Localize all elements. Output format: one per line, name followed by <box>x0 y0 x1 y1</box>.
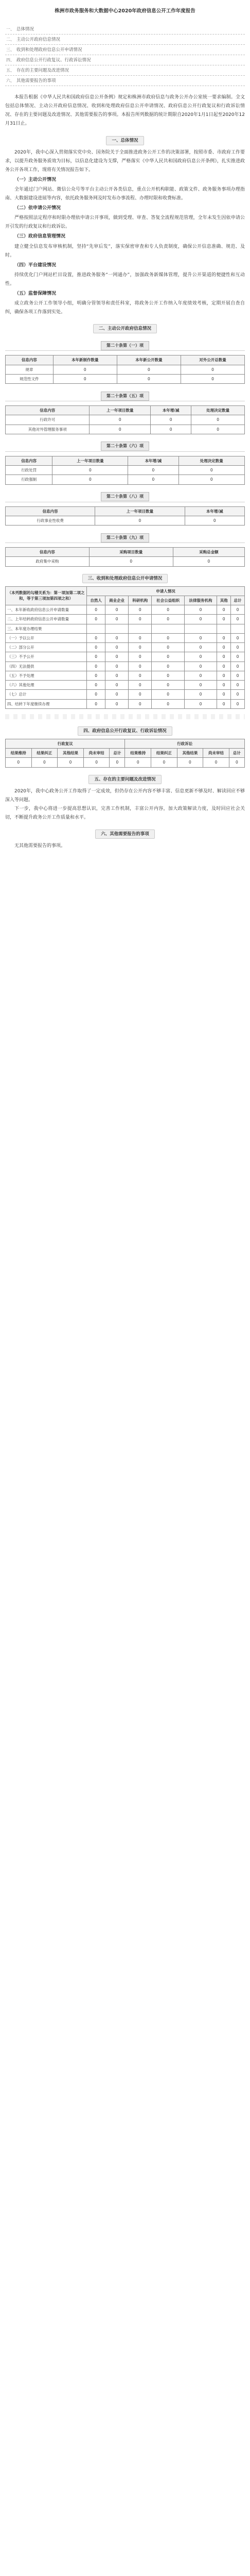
table-header: 其他 <box>217 596 231 605</box>
table-cell: 0 <box>151 758 177 767</box>
toc-num: 五、 <box>6 68 14 73</box>
table-row <box>6 643 245 652</box>
row-label: （一）予以公开 <box>6 633 87 642</box>
table-banner <box>5 492 245 502</box>
toc-label: 存在的主要问题及改进情况 <box>16 67 69 73</box>
table-banner <box>5 391 245 401</box>
row-label: 二、上年结转政府信息公开申请数量 <box>6 615 87 624</box>
disclosure-table <box>5 405 245 434</box>
table-header: 其他结果 <box>177 749 203 758</box>
table-cell: 其他对外管理服务事项 <box>6 425 90 434</box>
table-cell: 0 <box>178 475 244 484</box>
table-header: 信息内容 <box>6 506 95 516</box>
table-cell: 0 <box>184 690 217 699</box>
table-cell: 0 <box>129 690 152 699</box>
section-paragraph: 持续优化门户网站栏目设置，推进政务服务“一网通办”，加强政务新媒体管理，提升公开渠道的便捷性和互动性。 <box>5 272 245 286</box>
table-row <box>6 466 245 475</box>
row-label: （六）其他处理 <box>6 681 87 690</box>
table-cell: 0 <box>217 643 231 652</box>
table-cell: 0 <box>128 475 178 484</box>
disclosure-table <box>5 506 245 526</box>
table-row <box>6 557 245 566</box>
table-header: 信息内容 <box>6 355 53 365</box>
table-row <box>6 475 245 484</box>
table-banner <box>5 533 245 543</box>
table-cell: 0 <box>129 652 152 662</box>
table-cell: 0 <box>105 690 129 699</box>
table-cell: 0 <box>152 699 184 708</box>
table-header: 总计 <box>110 749 125 758</box>
table-header: 本年增/减 <box>128 456 178 465</box>
section-heading-label: 二、主动公开政府信息情况 <box>93 324 157 333</box>
section-paragraph: 2020年，我中心政务公开工作取得了一定成效，但仍存在公开内容不够丰富、信息更新不够及时、解读回应不够深入等问题。 <box>5 788 245 803</box>
table-cell: 0 <box>178 466 244 475</box>
table-header: 结果纠正 <box>31 749 58 758</box>
section-heading <box>5 136 245 145</box>
table-cell: 政府集中采购 <box>6 557 90 566</box>
table-row <box>6 374 245 383</box>
row-label: 一、本年新收政府信息公开申请数量 <box>6 605 87 615</box>
table-cell: 0 <box>87 633 105 642</box>
table-cell: 0 <box>231 690 245 699</box>
table-cell: 0 <box>129 615 152 624</box>
table-cell: 0 <box>184 671 217 680</box>
section-heading <box>5 829 245 839</box>
table-cell: 0 <box>129 633 152 642</box>
page-title: 株洲市政务服务和大数据中心2020年政府信息公开工作年度报告 <box>55 8 195 14</box>
table-cell: 0 <box>231 633 245 642</box>
table-cell: 0 <box>95 516 185 525</box>
table-cell: 0 <box>52 475 128 484</box>
table-cell: 0 <box>181 374 244 383</box>
table-header: 信息内容 <box>6 406 90 415</box>
table-cell <box>152 624 184 633</box>
table-cell: 0 <box>191 425 245 434</box>
toc-num: 一、 <box>6 27 14 32</box>
table-header: 社会公益组织 <box>152 596 184 605</box>
table-banner <box>5 442 245 452</box>
table-header: 处理决定数量 <box>191 406 245 415</box>
table-row <box>6 758 245 767</box>
table-row <box>6 633 245 642</box>
table-header: 申请人情况 <box>87 586 245 596</box>
table-header: 本年新公开数量 <box>117 355 181 365</box>
table-cell: 0 <box>151 425 191 434</box>
toc-num: 三、 <box>6 47 14 53</box>
table-of-contents <box>5 24 245 86</box>
table-cell: 0 <box>129 643 152 652</box>
row-label: （二）部分公开 <box>6 643 87 652</box>
table-cell: 0 <box>231 699 245 708</box>
table-cell: 0 <box>90 425 151 434</box>
table-header: 上一年项目数量 <box>90 406 151 415</box>
table-cell: 0 <box>231 615 245 624</box>
table-cell: 0 <box>217 652 231 662</box>
table-header: 总计 <box>229 749 244 758</box>
table-cell: 0 <box>31 758 58 767</box>
table-cell: 0 <box>152 690 184 699</box>
toc-label: 政府信息公开行政复议、行政诉讼情况 <box>16 57 91 63</box>
disclosure-table <box>5 456 245 485</box>
toc-num: 六、 <box>6 78 14 83</box>
table-cell: 0 <box>184 605 217 615</box>
table-header: 对外公开总数量 <box>181 355 244 365</box>
section-paragraph: 下一步，我中心将进一步提高思想认识，完善工作机制，丰富公开内容，加大政策解读力度，及时回应社会关切，不断提升政务公开工作质量和水平。 <box>5 806 245 820</box>
table-cell: 0 <box>105 652 129 662</box>
table-cell: 0 <box>87 652 105 662</box>
table-banner-label: 第二十条第（一）项 <box>101 341 149 350</box>
disclosure-table <box>5 355 245 384</box>
table-cell: 行政许可 <box>6 415 90 425</box>
table-cell: 0 <box>152 615 184 624</box>
section-paragraph: 全年通过门户网站、微信公众号等平台主动公开各类信息，重点公开机构职能、政策文件、政务服务事项办理指南、大数据建设进展等内容，依托政务服务网及时发布办事流程、办理时限和收费标准。 <box>5 187 245 201</box>
table-header: 结果纠正 <box>151 749 177 758</box>
table-cell: 0 <box>52 466 128 475</box>
table-header: （本列数据的勾稽关系为：第一项加第二项之和，等于第三项加第四项之和） <box>6 586 87 605</box>
table-cell <box>231 624 245 633</box>
table-cell: 0 <box>152 681 184 690</box>
table-cell: 0 <box>231 652 245 662</box>
section-heading-label: 五、存在的主要问题及改进情况 <box>88 775 161 784</box>
table-header: 商业企业 <box>105 596 129 605</box>
table-cell: 0 <box>87 699 105 708</box>
table-cell: 0 <box>87 690 105 699</box>
table-cell: 0 <box>217 690 231 699</box>
table-cell: 0 <box>217 681 231 690</box>
toc-label: 总体情况 <box>16 26 34 32</box>
table-banner-label: 第二十条第（九）项 <box>101 533 149 543</box>
table-row <box>6 681 245 690</box>
row-label: 三、本年度办理结果 <box>6 624 87 633</box>
table-cell: 0 <box>87 662 105 671</box>
subsection-heading: （四）平台建设情况 <box>14 262 57 268</box>
table-cell: 0 <box>191 415 245 425</box>
table-header: 其他结果 <box>58 749 84 758</box>
table-cell: 0 <box>129 671 152 680</box>
table-banner-label: 第二十条第（六）项 <box>101 442 149 451</box>
table-cell: 规章 <box>6 365 53 374</box>
table-row <box>6 605 245 615</box>
toc-item[interactable] <box>5 55 245 65</box>
table-cell: 0 <box>184 652 217 662</box>
table-cell: 0 <box>217 699 231 708</box>
toc-item[interactable] <box>5 24 245 35</box>
table-row <box>6 415 245 425</box>
table-cell: 0 <box>129 605 152 615</box>
table-cell: 0 <box>217 615 231 624</box>
table-cell <box>184 624 217 633</box>
table-cell: 0 <box>184 633 217 642</box>
table-cell: 0 <box>53 365 117 374</box>
table-cell: 0 <box>117 365 181 374</box>
table-cell: 0 <box>184 662 217 671</box>
subsection-heading: （一）主动公开情况 <box>14 177 57 182</box>
table-header: 总计 <box>231 596 245 605</box>
table-cell: 0 <box>184 643 217 652</box>
table-cell: 0 <box>173 557 244 566</box>
section-paragraph: 成立政务公开工作领导小组，明确分管领导和责任科室，将政务公开工作纳入年度绩效考核，定期开展自查自纠，确保各项工作落到实处。 <box>5 301 245 315</box>
section-paragraph: 建立健全信息发布审核机制，坚持“先审后发”，落实保密审查和专人负责制度，确保公开信息准确、规范、及时。 <box>5 244 245 258</box>
table-row <box>6 662 245 671</box>
table-row <box>6 690 245 699</box>
table-cell: 0 <box>87 643 105 652</box>
table-header: 信息内容 <box>6 548 90 557</box>
table-cell: 规范性文件 <box>6 374 53 383</box>
table-header: 本年增/减 <box>151 406 191 415</box>
table-header: 尚未审结 <box>83 749 110 758</box>
table-cell: 0 <box>184 699 217 708</box>
table-header: 科研机构 <box>129 596 152 605</box>
table-cell: 0 <box>87 671 105 680</box>
table-cell: 0 <box>58 758 84 767</box>
table-cell: 0 <box>87 681 105 690</box>
table-cell: 0 <box>229 758 244 767</box>
intro-paragraph: 本报告根据《中华人民共和国政府信息公开条例》规定和株洲市政府信息与政务公开办公室统一要求编制。全文包括总体情况、主动公开政府信息情况、收到和处理政府信息公开申请情况、政府信息公开行政复议和行政诉讼情况、存在的主要问题及改进情况、其他需要报告的事项。本报告所列数据的统计期限自2020年1月1日起至2020年12月31日止。 <box>5 95 245 127</box>
table-cell: 0 <box>128 466 178 475</box>
table-banner-label: 第二十条第（八）项 <box>101 492 149 501</box>
table-cell: 0 <box>129 681 152 690</box>
table-row <box>6 365 245 374</box>
table-cell: 0 <box>105 699 129 708</box>
table-cell: 0 <box>105 662 129 671</box>
table-cell: 0 <box>185 516 244 525</box>
table-row <box>6 615 245 624</box>
table-banner-label: 第二十条第（五）项 <box>101 392 149 401</box>
table-cell: 0 <box>217 605 231 615</box>
subsection-heading: （五）监督保障情况 <box>14 291 57 296</box>
table-header: 行政复议 <box>6 739 125 748</box>
table-header: 行政诉讼 <box>125 739 245 748</box>
table-cell: 0 <box>129 662 152 671</box>
table-cell: 0 <box>152 643 184 652</box>
table-cell <box>105 624 129 633</box>
table-cell: 0 <box>83 758 110 767</box>
toc-label: 收到和处理政府信息公开申请情况 <box>16 47 82 53</box>
toc-num: 二、 <box>6 37 14 42</box>
table-header: 自然人 <box>87 596 105 605</box>
row-label: （五）不予处理 <box>6 671 87 680</box>
table-cell: 0 <box>217 633 231 642</box>
report-page <box>0 0 250 861</box>
table-cell <box>129 624 152 633</box>
review-litigation-table <box>5 739 245 768</box>
table-cell: 0 <box>53 374 117 383</box>
table-header: 采购项目数量 <box>89 548 173 557</box>
section-heading <box>5 324 245 333</box>
table-cell <box>217 624 231 633</box>
section-heading-label: 一、总体情况 <box>106 136 144 145</box>
table-cell: 0 <box>110 758 125 767</box>
table-cell: 行政处罚 <box>6 466 52 475</box>
table-cell: 0 <box>203 758 229 767</box>
table-cell: 0 <box>90 415 151 425</box>
toc-item[interactable] <box>5 35 245 45</box>
toc-item[interactable] <box>5 76 245 86</box>
table-cell: 0 <box>117 374 181 383</box>
table-cell: 0 <box>89 557 173 566</box>
table-cell: 0 <box>105 681 129 690</box>
toc-item[interactable] <box>5 65 245 76</box>
table-header: 上一年项目数量 <box>95 506 185 516</box>
table-cell: 0 <box>105 605 129 615</box>
toc-label: 主动公开政府信息情况 <box>16 37 61 42</box>
table-cell: 0 <box>184 615 217 624</box>
table-cell: 0 <box>105 643 129 652</box>
table-row <box>6 516 245 525</box>
table-cell: 行政强制 <box>6 475 52 484</box>
table-row <box>6 699 245 708</box>
table-header: 处理决定数量 <box>178 456 244 465</box>
table-cell: 0 <box>231 605 245 615</box>
table-header: 法律服务机构 <box>184 596 217 605</box>
table-cell: 行政事业性收费 <box>6 516 95 525</box>
section-paragraph: 无其他需要报告的事项。 <box>14 843 66 849</box>
table-header: 本年增/减 <box>185 506 244 516</box>
section-heading-label: 四、政府信息公开行政复议、行政诉讼情况 <box>78 726 172 736</box>
table-cell: 0 <box>152 605 184 615</box>
section-heading <box>5 726 245 736</box>
table-banner <box>5 341 245 351</box>
table-cell: 0 <box>152 671 184 680</box>
table-header: 上一年项目数量 <box>52 456 128 465</box>
table-row <box>6 425 245 434</box>
disclosure-table <box>5 547 245 567</box>
table-cell: 0 <box>129 699 152 708</box>
section-paragraph: 严格按照法定程序和时限办理依申请公开事项，做到受理、审查、答复全流程规范管理，全年未发生因依申请公开引发的行政复议和行政诉讼。 <box>5 215 245 230</box>
toc-num: 四、 <box>6 58 14 63</box>
section-heading <box>5 775 245 784</box>
section-heading <box>5 574 245 583</box>
section-heading-label: 六、其他需要报告的事项 <box>95 829 155 839</box>
table-cell: 0 <box>181 365 244 374</box>
table-row <box>6 652 245 662</box>
table-cell: 0 <box>87 605 105 615</box>
table-cell: 0 <box>217 662 231 671</box>
divider <box>5 714 245 719</box>
table-row <box>6 624 245 633</box>
table-cell: 0 <box>231 662 245 671</box>
table-cell: 0 <box>87 615 105 624</box>
row-label: （四）无法提供 <box>6 662 87 671</box>
toc-label: 其他需要报告的事项 <box>16 78 56 83</box>
table-cell: 0 <box>217 671 231 680</box>
table-cell: 0 <box>105 671 129 680</box>
table-header: 结果维持 <box>125 749 151 758</box>
table-header: 本年新制作数量 <box>53 355 117 365</box>
table-cell: 0 <box>125 758 151 767</box>
row-label: （七）总计 <box>6 690 87 699</box>
table-cell: 0 <box>151 415 191 425</box>
table-cell: 0 <box>231 681 245 690</box>
table-cell: 0 <box>231 643 245 652</box>
table-header: 采购总金额 <box>173 548 244 557</box>
table-cell: 0 <box>152 662 184 671</box>
application-table <box>5 586 245 709</box>
table-header: 尚未审结 <box>203 749 229 758</box>
table-cell: 0 <box>177 758 203 767</box>
table-cell: 0 <box>6 758 32 767</box>
row-label: （三）不予公开 <box>6 652 87 662</box>
table-cell <box>87 624 105 633</box>
table-cell: 0 <box>152 652 184 662</box>
table-cell: 0 <box>152 633 184 642</box>
table-cell: 0 <box>105 615 129 624</box>
subsection-heading: （三）政府信息管理情况 <box>14 234 66 240</box>
table-header: 信息内容 <box>6 456 52 465</box>
row-label: 四、结转下年度继续办理 <box>6 699 87 708</box>
section-paragraph: 2020年，我中心深入贯彻落实党中央、国务院关于全面推进政务公开工作的决策部署，按照市委、市政府工作要求，以提升政务服务质效为目标，以信息化建设为支撑，严格落实《中华人民共和国政府信息公开条例》，扎实推进政务公开各项工作，现将有关情况报告如下。 <box>5 149 245 173</box>
section-heading-label: 三、收到和处理政府信息公开申请情况 <box>82 574 168 583</box>
toc-item[interactable] <box>5 45 245 55</box>
table-cell: 0 <box>105 633 129 642</box>
table-cell: 0 <box>231 671 245 680</box>
subsection-heading: （二）依申请公开情况 <box>14 206 61 211</box>
table-cell: 0 <box>184 681 217 690</box>
table-row <box>6 671 245 680</box>
table-header: 结果维持 <box>6 749 32 758</box>
